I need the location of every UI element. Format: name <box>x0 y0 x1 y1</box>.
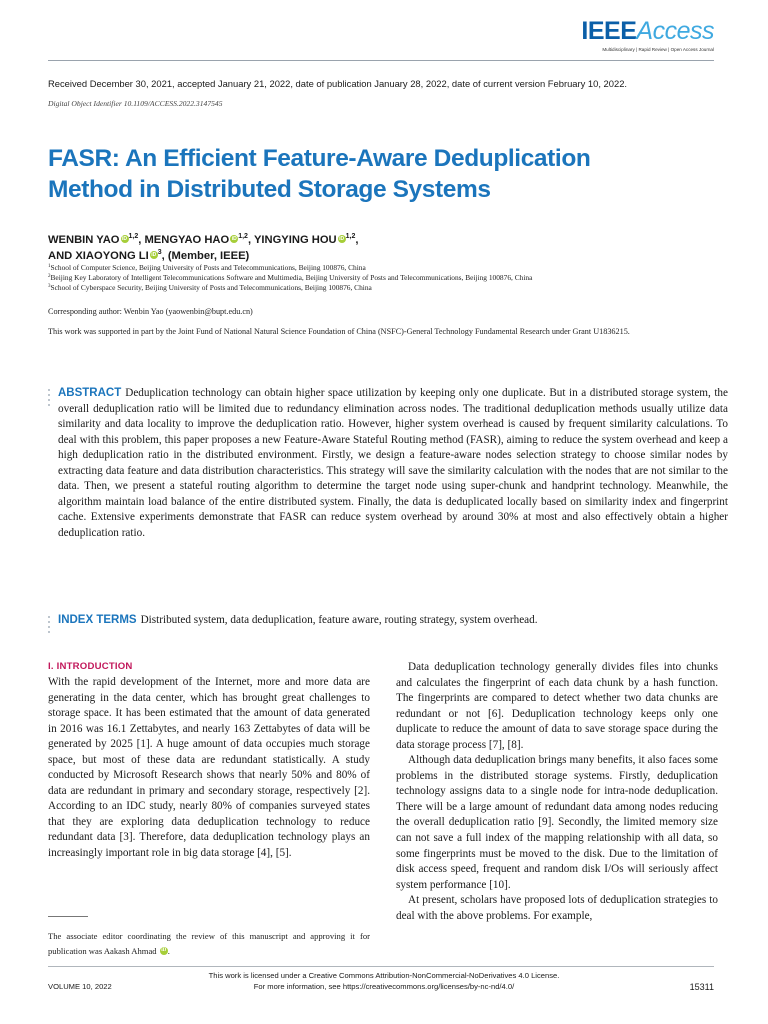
index-terms-marker-icon <box>48 616 52 636</box>
author-name: WENBIN YAO <box>48 234 120 246</box>
author-name: YINGYING HOU <box>253 234 337 246</box>
affiliation-text: School of Computer Science, Beijing University of Posts and Telecommunications, Beijing 100876, China <box>50 263 366 272</box>
affiliation-text: School of Cyberspace Security, Beijing University of Posts and Telecommunications, Beijing 100876, China <box>50 283 372 293</box>
author-affiliation-marker: 1,2 <box>128 233 139 240</box>
orcid-icon[interactable]: iD <box>161 947 167 953</box>
body-paragraph: Although data deduplication brings many benefits, it also faces some problems in the distributed storage systems. Firstly, deduplication technology assigns data to a single node for intra-node deduplication. There will be a large amount of redundant data among nodes reducing the overall deduplication ratio [9]. Secondly, the limited memory size can not save a full index of the mapping relationship with all data, so some fingerprints must be moved to the disk. Due to the limitation of disk access speed, frequent and random disk I/Os will seriously affect system performance [10]. <box>396 754 718 891</box>
volume-label: VOLUME 10, 2022 <box>48 982 112 991</box>
footnote-divider <box>48 916 88 917</box>
index-terms-label: INDEX TERMS <box>58 614 137 626</box>
body-paragraph: Data deduplication technology generally divides files into chunks and calculates the fingerprint of each data chunk by a hash function. The fingerprints are compared to detect whether two data chunks are redundant or not [6]. Deduplication technology keeps only one duplicate to reduce the amount of data to save storage space during the data storage process [7], [8]. <box>396 661 718 751</box>
affiliation-item <box>48 283 638 293</box>
affiliation-number: 2 <box>48 274 51 280</box>
title-line-1: FASR: An Efficient Feature-Aware Deduplication <box>48 145 591 172</box>
abstract-marker-icon <box>48 389 52 409</box>
journal-logo <box>564 18 714 52</box>
section-heading: I. INTRODUCTION <box>48 661 133 672</box>
orcid-icon[interactable]: iD <box>231 236 237 242</box>
affiliation-number: 3 <box>48 284 51 290</box>
author-list: WENBIN YAO iD $^{1,2}$, MENGYAO HAO iD $^{1,2}$, YINGYING HOU iD $^{1,2}$, AND XIAOYONG LI iD $^3$, (Member, IEEE) <box>48 233 359 262</box>
affiliation-item <box>48 273 638 283</box>
page-number: 15311 <box>689 982 714 992</box>
license-line[interactable]: This work is licensed under a Creative Commons Attribution-NonCommercial-NoDerivatives 4.0 License. <box>208 971 560 980</box>
body-paragraph: With the rapid development of the Internet, more and more data are generating in the data center, which has brought great challenges to storage space. It has been estimated that the amount of data generated in 2016 was 16.1 Zettabytes, and nearly 163 Zettabytes of data will be generated by 2025 [1]. A huge amount of data occupies much storage space, but most of these data are redundant statistically. A study conducted by Microsoft Research shows that nearly 50% and 80% of data are redundant in primary and secondary storage, respectively [2]. According to an IDC study, nearly 80% of companies surveyed states that they are exploring data deduplication technology to reduce redundant data [3]. Therefore, data deduplication technology plays an increasingly important role in big data storage [4], [5]. <box>48 676 370 860</box>
author-affiliation-marker: 1,2 <box>345 233 356 240</box>
corresponding-author: Corresponding author: Wenbin Yao (yaowenbin@bupt.edu.cn) <box>48 307 253 316</box>
footer-divider <box>48 966 714 967</box>
body-left-column <box>48 660 370 862</box>
index-terms-text: Distributed system, data deduplication, feature aware, routing strategy, system overhead. <box>140 614 538 626</box>
abstract <box>58 386 728 541</box>
author-name: MENGYAO HAO <box>144 234 230 246</box>
doi-line[interactable]: Digital Object Identifier 10.1109/ACCESS.2022.3147545 <box>48 99 223 108</box>
orcid-icon[interactable]: iD <box>151 252 157 258</box>
license-notice <box>0 971 768 992</box>
logo-tagline: Multidisciplinary | Rapid Review | Open Access Journal <box>602 47 714 52</box>
license-url-line[interactable]: For more information, see https://creativecommons.org/licenses/by-nc-nd/4.0/ <box>253 981 515 991</box>
author-affiliation-marker: 1,2 <box>238 233 248 240</box>
title-line-2: Method in Distributed Storage Systems <box>48 176 491 203</box>
affiliation-number: 1 <box>48 264 51 269</box>
affiliation-list <box>48 263 638 294</box>
logo-brand-light: Access <box>636 17 714 45</box>
abstract-label: ABSTRACT <box>58 387 122 399</box>
editor-footnote <box>48 929 370 958</box>
funding-statement: This work was supported in part by the Joint Fund of National Natural Science Foundation of China (NSFC)-General Technology Fundamental Research under Grant U1836215. <box>48 327 630 336</box>
author-name: AND XIAOYONG LI <box>48 250 149 262</box>
editor-footnote-text: The associate editor coordinating the review of this manuscript and approving it for publication was Aakash Ahmad <box>48 931 370 956</box>
affiliation-item <box>48 263 638 273</box>
received-dates: Received December 30, 2021, accepted January 21, 2022, date of publication January 28, 2022, date of current version February 10, 2022. <box>48 78 628 89</box>
author-membership: , (Member, IEEE) <box>161 250 250 262</box>
orcid-icon[interactable]: iD <box>122 236 127 242</box>
body-paragraph: At present, scholars have proposed lots of deduplication strategies to deal with the above problems. For example, <box>396 894 718 922</box>
index-terms <box>58 613 728 629</box>
paper-title <box>48 143 688 205</box>
abstract-text: Deduplication technology can obtain higher space utilization by keeping only one duplicate. But in a distributed storage system, the overall deduplication ratio will be limited due to redundancy elimination across nodes. The traditional deduplication methods usually utilize data similarity and data locality to improve the deduplication ratio. However, higher system overhead is caused by frequent similarity calculations. To deal with this problem, this paper proposes a new Feature-Aware Stateful Routing method (FASR), aiming to reduce the system overhead and keep a high deduplication ratio in the distributed environment. Firstly, we design a feature-aware nodes selection strategy to choose similar nodes by extracting data feature and data distribution characteristics. This strategy will save the similarity calculation with the nodes that are not similar to the data. Then, we present a stateful routing algorithm to determine the target node using super-chunk and handprint technology. Meanwhile, the algorithm maintain load balance of the entire distributed system. Finally, the data is deduplicated locally based on similarity index and fingerprint cache. Extensive experiments demonstrate that FASR can reduce system overhead by around 30% at most and also effectively obtain a higher deduplication ratio. <box>58 387 728 539</box>
author-affiliation-marker: 3 <box>157 249 162 256</box>
editor-footnote-end: . <box>167 945 170 956</box>
affiliation-text: Beijing Key Laboratory of Intelligent Telecommunications Software and Multimedia, Beijing University of Posts and Telecommunications, Beijing 100876, China <box>50 273 533 283</box>
body-right-column <box>396 660 718 924</box>
orcid-icon[interactable]: iD <box>339 236 345 242</box>
logo-brand-bold: IEEE <box>581 17 637 45</box>
header-divider <box>48 60 714 61</box>
